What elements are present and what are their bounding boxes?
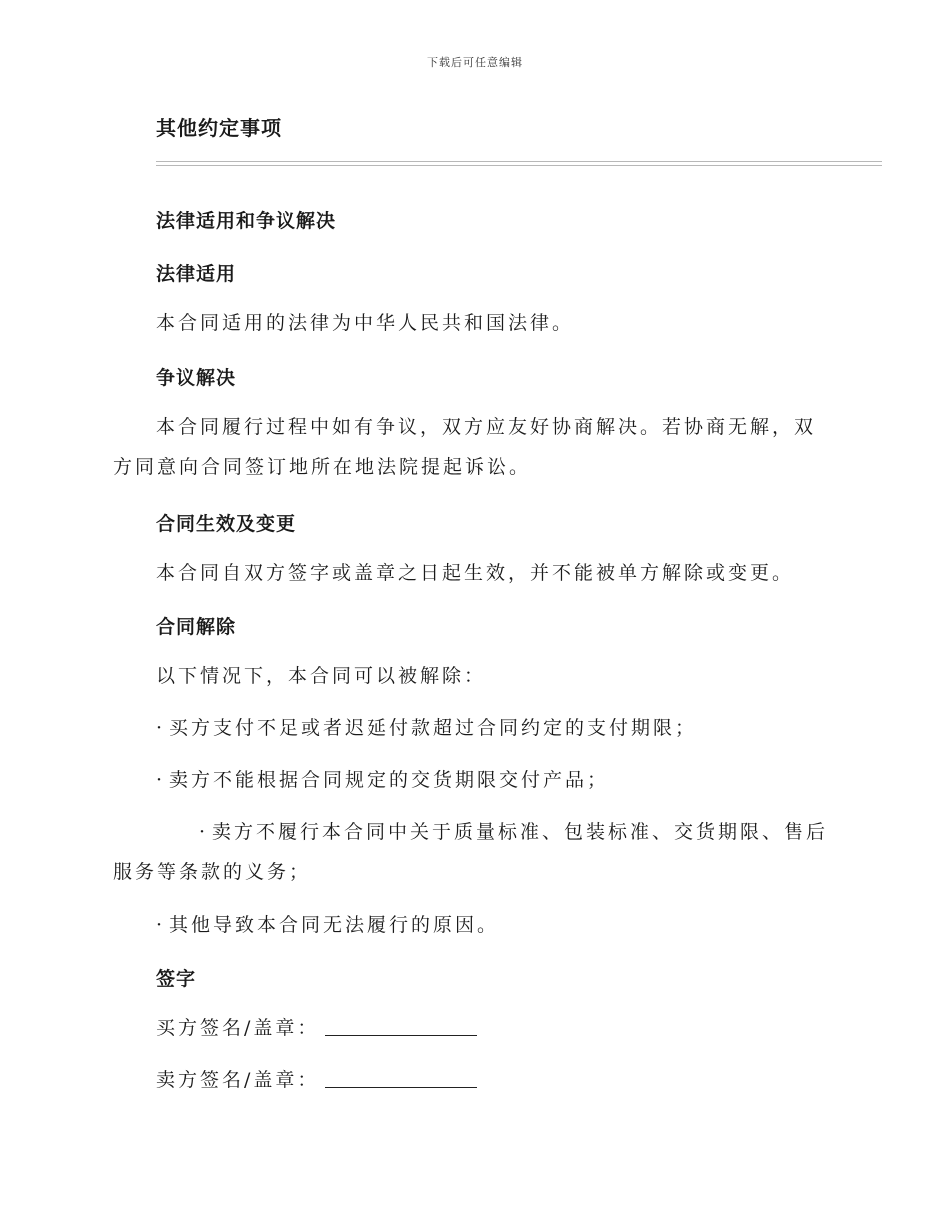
buyer-signature-label: 买方签名/盖章：: [156, 1017, 320, 1039]
header-note: 下载后可任意编辑: [427, 56, 523, 69]
seller-signature-label: 卖方签名/盖章：: [156, 1069, 320, 1091]
termination-item: [113, 812, 833, 892]
buyer-signature-row: [156, 1008, 477, 1048]
subheading-dispute: 争议解决: [156, 367, 237, 389]
section-heading-termination: 合同解除: [156, 616, 237, 638]
termination-item: [156, 905, 499, 945]
effect-text: 本合同自双方签字或盖章之日起生效，并不能被单方解除或变更。: [156, 562, 795, 584]
termination-intro: 以下情况下，本合同可以被解除：: [156, 665, 487, 687]
termination-item-text: 其他导致本合同无法履行的原因。: [169, 914, 500, 936]
title-divider: [156, 161, 882, 166]
bullet-icon: ·: [199, 821, 209, 843]
applicable-law-text: 本合同适用的法律为中华人民共和国法律。: [156, 312, 575, 334]
termination-item: [156, 708, 697, 748]
section-heading-effect: 合同生效及变更: [156, 513, 297, 535]
termination-item: [156, 760, 609, 800]
page-title: 其他约定事项: [156, 116, 282, 140]
bullet-icon: ·: [156, 717, 166, 739]
section-heading-law: 法律适用和争议解决: [156, 210, 337, 232]
buyer-signature-line[interactable]: [325, 1017, 477, 1036]
termination-item-text: 买方支付不足或者迟延付款超过合同约定的支付期限；: [169, 717, 698, 739]
termination-item-text: 卖方不履行本合同中关于质量标准、包装标准、交货期限、售后服务等条款的义务；: [113, 821, 829, 883]
subheading-applicable-law: 法律适用: [156, 263, 237, 285]
seller-signature-row: [156, 1060, 477, 1100]
bullet-icon: ·: [156, 769, 166, 791]
section-heading-signature: 签字: [156, 968, 197, 990]
dispute-text: 本合同履行过程中如有争议，双方应友好协商解决。若协商无解，双方同意向合同签订地所在地法院提起诉讼。: [113, 416, 817, 478]
seller-signature-line[interactable]: [325, 1069, 477, 1088]
termination-item-text: 卖方不能根据合同规定的交货期限交付产品；: [169, 769, 610, 791]
bullet-icon: ·: [156, 914, 166, 936]
